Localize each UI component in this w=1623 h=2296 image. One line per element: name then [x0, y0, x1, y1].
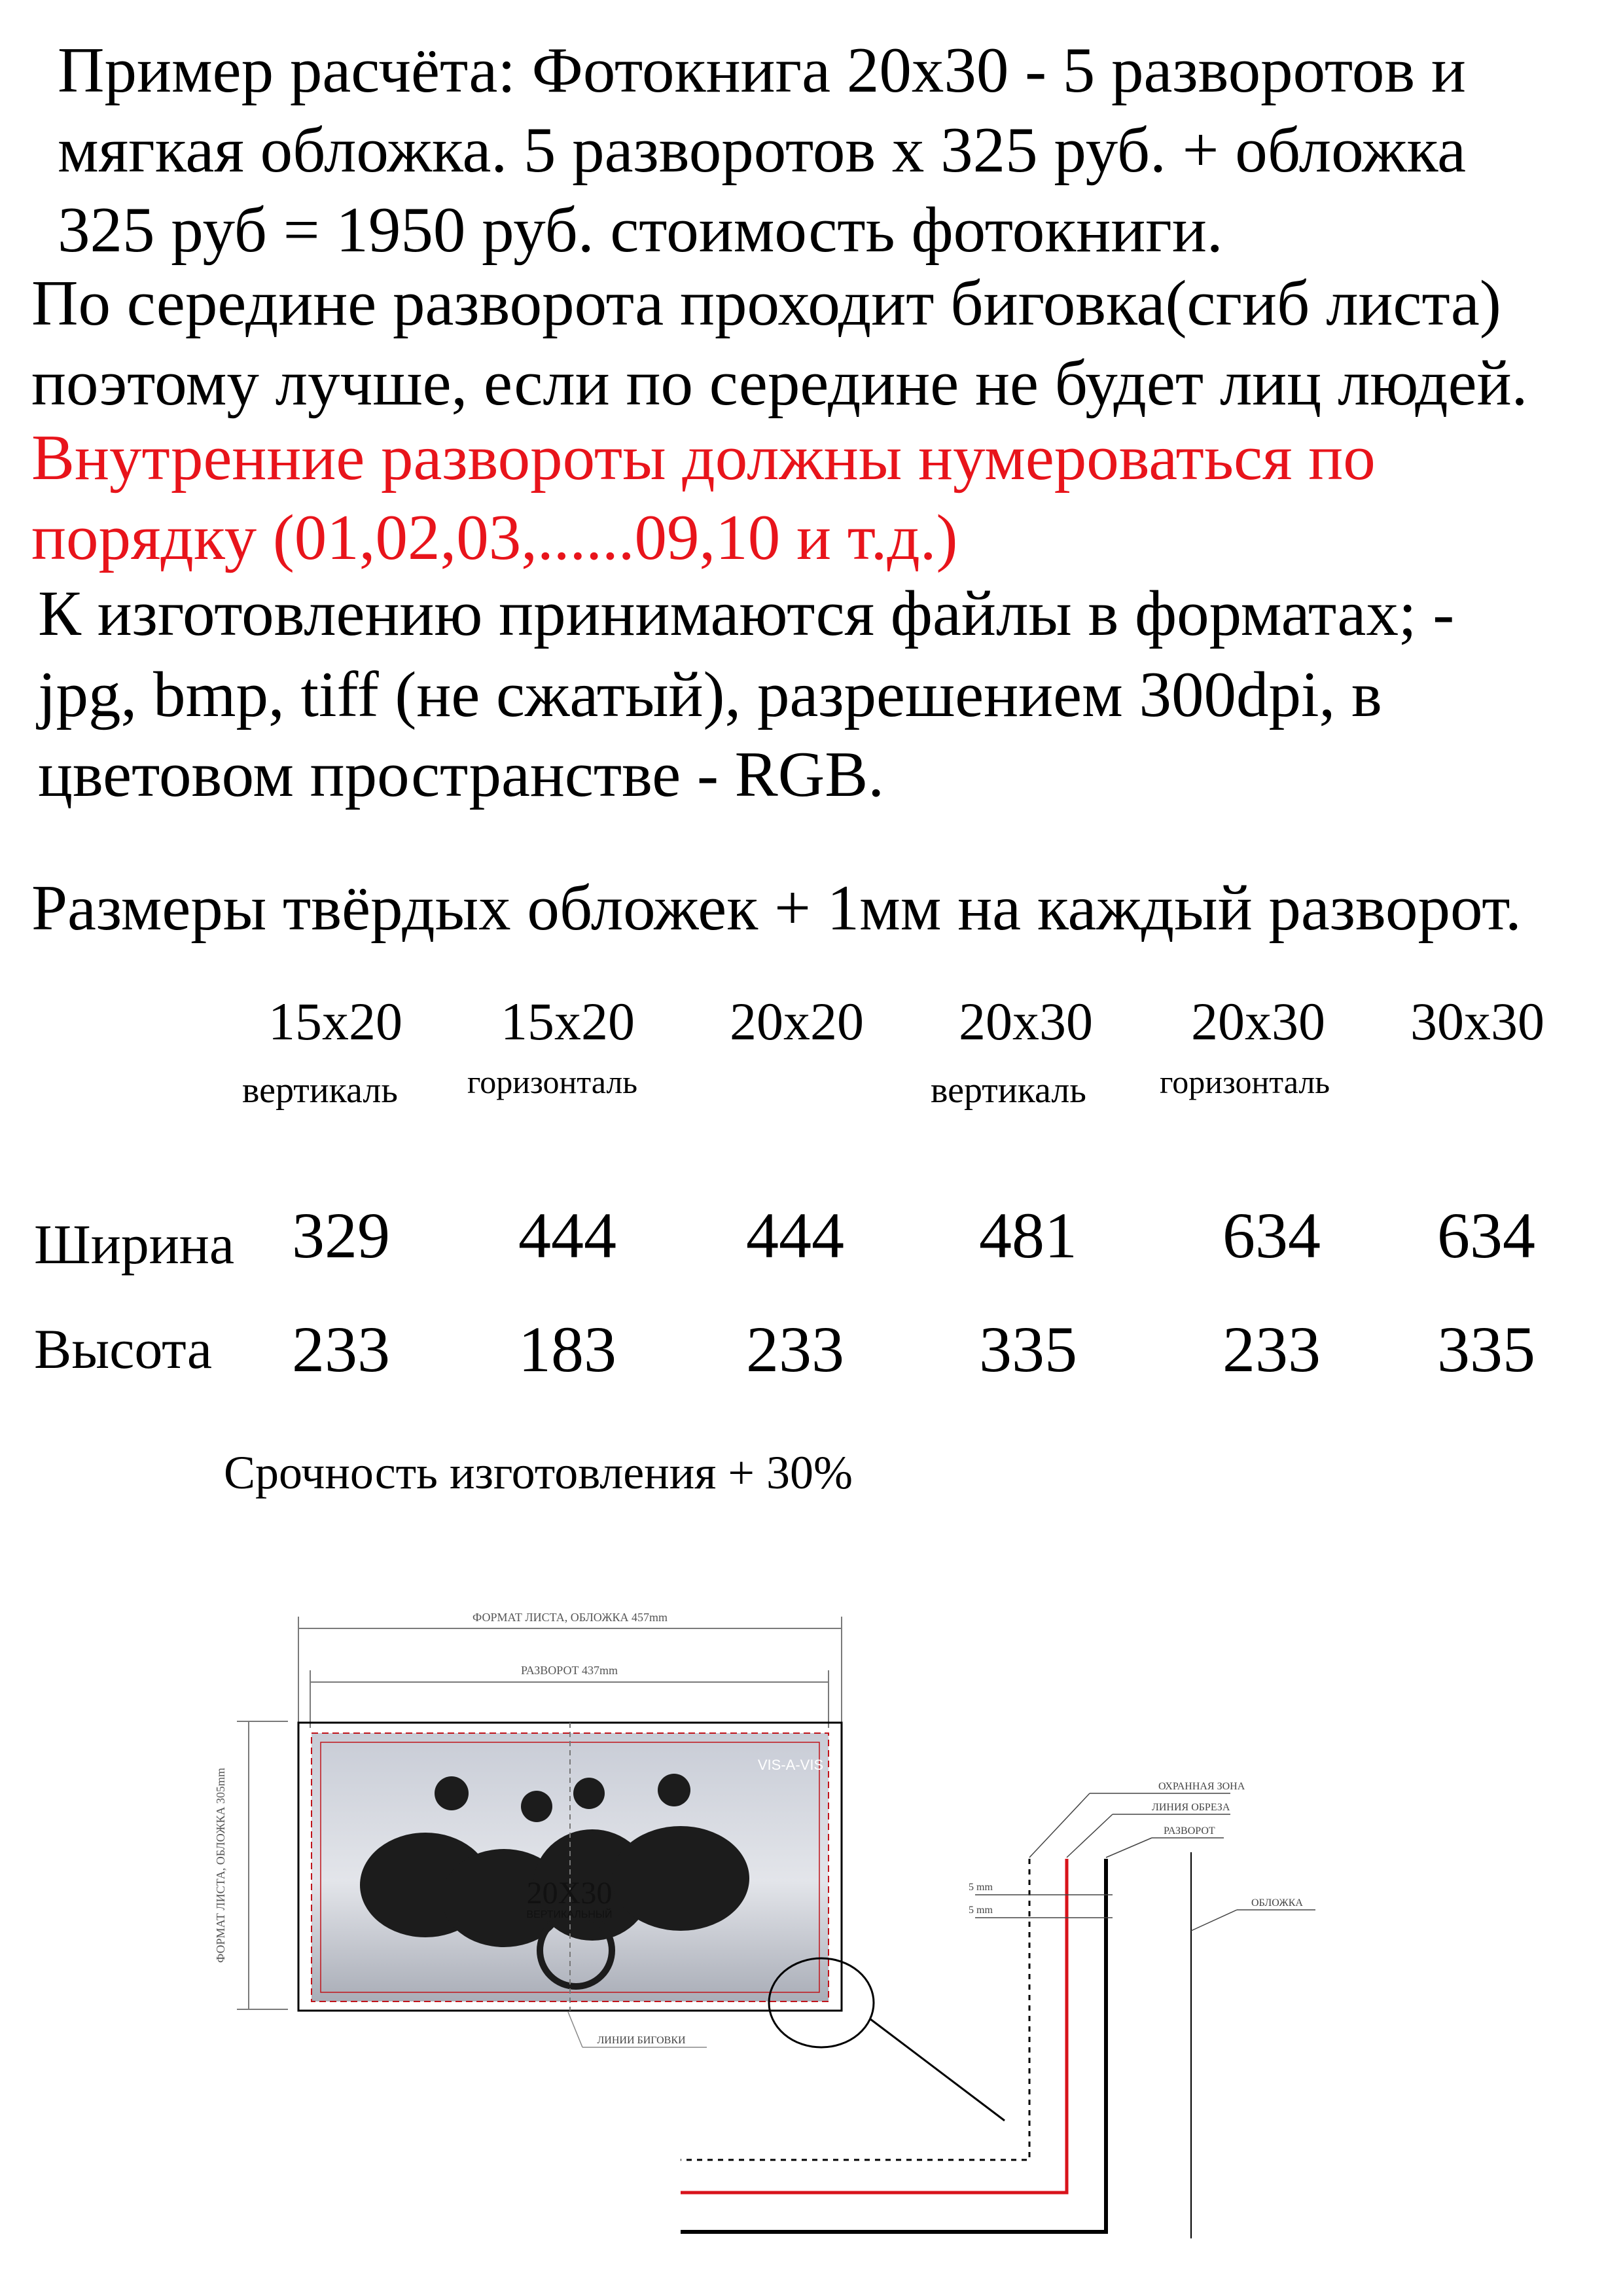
- col-size-6: 30x30: [1410, 992, 1544, 1051]
- width-value-4: 481: [979, 1199, 1077, 1272]
- fold-line-2: поэтому лучше, если по середине не будет лиц людей.: [31, 348, 1528, 419]
- width-value-1: 329: [292, 1199, 390, 1272]
- spread-detail-label: РАЗВОРОТ: [1164, 1825, 1215, 1837]
- col-size-4: 20x30: [959, 992, 1093, 1051]
- row-label-height: Высота: [34, 1318, 212, 1380]
- fold-line-label: ЛИНИИ БИГОВКИ: [597, 2035, 686, 2046]
- col-orient-5: горизонталь: [1160, 1064, 1330, 1100]
- numbering-line-1: Внутренние развороты должны нумероваться по: [31, 422, 1376, 493]
- numbering-line-2: порядку (01,02,03,......09,10 и т.д.): [31, 502, 958, 573]
- fold-line-1: По середине разворота проходит биговка(сгиб листа): [31, 268, 1501, 339]
- col-size-3: 20x20: [730, 992, 864, 1051]
- width-value-6: 634: [1437, 1199, 1535, 1272]
- formats-line-1: К изготовлению принимаются файлы в форматах; -: [38, 578, 1455, 649]
- zoom-pointer: [870, 2019, 1005, 2121]
- row-label-width: Ширина: [34, 1213, 234, 1276]
- col-orient-1: вертикаль: [242, 1070, 398, 1111]
- height-value-2: 183: [518, 1313, 616, 1386]
- vertical-format-label: ФОРМАТ ЛИСТА, ОБЛОЖКА 305mm: [214, 1768, 227, 1963]
- col-size-5: 20x30: [1191, 992, 1325, 1051]
- height-value-1: 233: [292, 1313, 390, 1386]
- intro-line-3: 325 руб = 1950 руб. стоимость фотокниги.: [58, 194, 1223, 266]
- urgency-note: Срочность изготовления + 30%: [224, 1446, 853, 1499]
- width-value-2: 444: [518, 1199, 616, 1272]
- cover-detail-label: ОБЛОЖКА: [1251, 1897, 1303, 1909]
- col-size-1: 15x20: [268, 992, 402, 1051]
- covers-title: Размеры твёрдых обложек + 1мм на каждый разворот.: [31, 872, 1522, 944]
- margin-label-1: 5 mm: [969, 1882, 993, 1893]
- width-value-5: 634: [1222, 1199, 1321, 1272]
- brand-mark: VIS-A-VIS: [757, 1757, 824, 1773]
- height-value-4: 335: [979, 1313, 1077, 1386]
- cut-line-label: ЛИНИЯ ОБРЕЗА: [1152, 1802, 1230, 1813]
- sheet-format-label: ФОРМАТ ЛИСТА, ОБЛОЖКА 457mm: [473, 1611, 668, 1624]
- formats-line-3: цветовом пространстве - RGB.: [38, 739, 884, 810]
- intro-line-1: Пример расчёта: Фотокнига 20х30 - 5 разворотов и: [58, 35, 1466, 106]
- col-orient-4: вертикаль: [931, 1070, 1086, 1111]
- format-subtitle: ВЕРТИКАЛЬНЫЙ: [526, 1909, 613, 1920]
- format-title: 20X30: [526, 1876, 613, 1910]
- spread-label: РАЗВОРОТ 437mm: [520, 1664, 618, 1677]
- height-value-5: 233: [1222, 1313, 1321, 1386]
- col-size-2: 15x20: [501, 992, 635, 1051]
- safe-zone-label: ОХРАННАЯ ЗОНА: [1158, 1781, 1245, 1792]
- height-value-6: 335: [1437, 1313, 1535, 1386]
- width-value-3: 444: [746, 1199, 844, 1272]
- margin-label-2: 5 mm: [969, 1905, 993, 1916]
- height-value-3: 233: [746, 1313, 844, 1386]
- intro-line-2: мягкая обложка. 5 разворотов х 325 руб. + обложка: [58, 115, 1467, 186]
- zoom-callouts: [975, 1793, 1315, 1931]
- formats-line-2: jpg, bmp, tiff (не сжатый), разрешением 300dpi, в: [38, 659, 1382, 730]
- col-orient-2: горизонталь: [467, 1064, 638, 1100]
